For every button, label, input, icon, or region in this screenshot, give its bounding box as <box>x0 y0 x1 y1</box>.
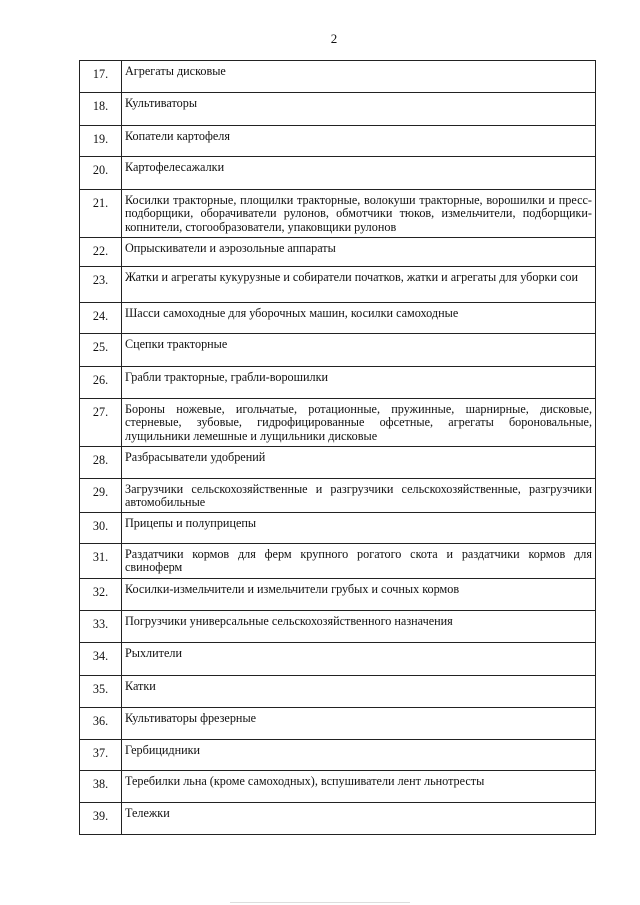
row-text: Шасси самоходные для уборочных машин, косилки самоходные <box>122 303 596 334</box>
row-text: Грабли тракторные, грабли-ворошилки <box>122 367 596 399</box>
row-text: Теребилки льна (кроме самоходных), вспушиватели лент льнотресты <box>122 771 596 803</box>
row-number: 24. <box>80 303 122 334</box>
table-row <box>80 447 596 479</box>
row-text: Агрегаты дисковые <box>122 61 596 93</box>
table-row <box>80 190 596 238</box>
table-row <box>80 708 596 740</box>
table-row <box>80 157 596 190</box>
row-text: Раздатчики кормов для ферм крупного рогатого скота и раздатчики кормов для свиноферм <box>122 544 596 579</box>
row-text: Косилки-измельчители и измельчители грубых и сочных кормов <box>122 579 596 611</box>
row-number: 37. <box>80 740 122 771</box>
row-text: Картофелесажалки <box>122 157 596 190</box>
table-row <box>80 93 596 126</box>
row-text: Культиваторы <box>122 93 596 126</box>
row-text: Загрузчики сельскохозяйственные и разгрузчики сельскохозяйственные, разгрузчики автомобильные <box>122 479 596 513</box>
table-row <box>80 643 596 676</box>
row-text: Погрузчики универсальные сельскохозяйственного назначения <box>122 611 596 643</box>
row-number: 36. <box>80 708 122 740</box>
row-number: 22. <box>80 238 122 267</box>
row-number: 19. <box>80 126 122 157</box>
row-number: 25. <box>80 334 122 367</box>
row-text: Сцепки тракторные <box>122 334 596 367</box>
row-text: Тележки <box>122 803 596 835</box>
row-text: Культиваторы фрезерные <box>122 708 596 740</box>
table-row <box>80 544 596 579</box>
row-number: 20. <box>80 157 122 190</box>
table-row <box>80 803 596 835</box>
row-number: 26. <box>80 367 122 399</box>
table-row <box>80 399 596 447</box>
row-number: 29. <box>80 479 122 513</box>
row-number: 34. <box>80 643 122 676</box>
row-number: 23. <box>80 267 122 303</box>
table-row <box>80 611 596 643</box>
equipment-table <box>79 60 596 835</box>
row-text: Гербицидники <box>122 740 596 771</box>
row-text: Рыхлители <box>122 643 596 676</box>
table-row <box>80 238 596 267</box>
row-text: Разбрасыватели удобрений <box>122 447 596 479</box>
row-number: 18. <box>80 93 122 126</box>
row-text: Бороны ножевые, игольчатые, ротационные, пружинные, шарнирные, дисковые, стерневые, зубовые, гидрофицированные офсетные, агрегаты бороновальные, лущильники лемешные и лущильники дисковые <box>122 399 596 447</box>
row-text: Катки <box>122 676 596 708</box>
table-row <box>80 740 596 771</box>
scan-edge-mark <box>230 902 410 903</box>
table-row <box>80 579 596 611</box>
table-row <box>80 771 596 803</box>
table-row <box>80 126 596 157</box>
row-number: 30. <box>80 513 122 544</box>
row-number: 39. <box>80 803 122 835</box>
row-number: 33. <box>80 611 122 643</box>
row-number: 32. <box>80 579 122 611</box>
table-row <box>80 676 596 708</box>
table-row <box>80 267 596 303</box>
table-row <box>80 334 596 367</box>
table-row <box>80 303 596 334</box>
row-number: 17. <box>80 61 122 93</box>
row-text: Жатки и агрегаты кукурузные и собиратели початков, жатки и агрегаты для уборки сои <box>122 267 596 303</box>
row-number: 31. <box>80 544 122 579</box>
table-row <box>80 61 596 93</box>
page-number: 2 <box>330 31 338 46</box>
table-row <box>80 479 596 513</box>
table-row <box>80 367 596 399</box>
row-number: 38. <box>80 771 122 803</box>
row-text: Опрыскиватели и аэрозольные аппараты <box>122 238 596 267</box>
row-number: 35. <box>80 676 122 708</box>
row-text: Копатели картофеля <box>122 126 596 157</box>
row-text: Прицепы и полуприцепы <box>122 513 596 544</box>
row-number: 27. <box>80 399 122 447</box>
row-number: 28. <box>80 447 122 479</box>
row-number: 21. <box>80 190 122 238</box>
table-row <box>80 513 596 544</box>
row-text: Косилки тракторные, площилки тракторные, волокуши тракторные, ворошилки и пресс-подборщики, оборачиватели рулонов, обмотчики тюков, измельчители, подборщики-копнители, стогообразователи, упаковщики рулонов <box>122 190 596 238</box>
